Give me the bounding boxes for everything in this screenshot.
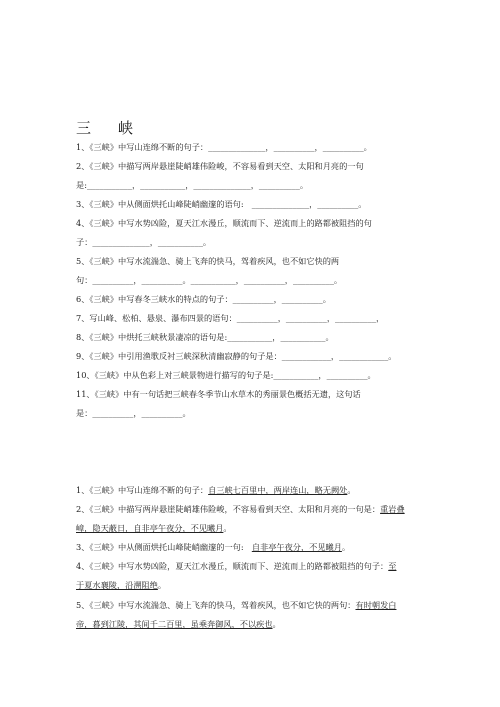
- question-line: 2、《三峡》中描写两岸悬崖陡峭雄伟险峻，不容易看到天空、太阳和月亮的一句: [76, 161, 364, 171]
- question-line: 5、《三峡》中写水流湍急、骑上飞奔的快马，驾着疾风，也不如它快的两: [76, 256, 340, 266]
- question-line: 6、《三峡》中写春冬三峡水的特点的句子：__________，__________。: [76, 294, 331, 304]
- answer-punct: 。: [223, 523, 232, 534]
- answer-line: [76, 596, 436, 615]
- answer-text: 嶂，隐天蔽日，自非亭午夜分，不见曦月: [76, 523, 224, 534]
- answer-punct: 。: [347, 485, 356, 495]
- answer-text: 至: [388, 561, 397, 572]
- answer-text: 于夏水襄陵，沿溯阻绝: [76, 580, 158, 591]
- question-line: 是：__________，__________。: [76, 408, 191, 418]
- answer-line: [76, 538, 436, 557]
- answer-line: [76, 615, 436, 634]
- answer-line: [76, 557, 436, 576]
- answer-prompt: 4、《三峡》中写水势凶险，夏天江水漫丘，顺流而下、逆流而上的路都被阻挡的句子：: [76, 561, 389, 572]
- question-line: 是:___________，___________，______________，__________。: [76, 180, 309, 190]
- answer-prompt: 1、《三峡》中写山连绵不断的句子：: [76, 485, 209, 495]
- answer-text: 有时朝发白: [355, 599, 397, 610]
- answer-line: [76, 481, 436, 500]
- answer-list: [76, 481, 436, 634]
- page-title: 三 峡: [76, 119, 140, 137]
- answer-text: 重岩叠: [380, 504, 405, 515]
- answer-line: [76, 519, 436, 538]
- answer-prompt: 5、《三峡》中写水流湍急、骑上飞奔的快马，驾着疾风，也不如它快的两句：: [76, 599, 356, 610]
- question-line: 3、《三峡》中从侧面烘托山峰陡峭幽邃的语句: ______________，__________。: [76, 199, 367, 209]
- question-line: 9、《三峡》中引用渔歌反衬三峡深秋清幽寂静的句子是：____________，____________。: [76, 351, 397, 361]
- question-line: 8、《三峡》中烘托三峡秋景凄凉的语句是:___________，___________。: [76, 332, 334, 342]
- answer-text: 帝，暮到江陵，其间千二百里，虽乘奔御风，不以疾也: [76, 618, 273, 629]
- question-line: 11、《三峡》中有一句话把三峡春冬季节山水草木的秀丽景色概括无遗，这句话: [76, 389, 361, 399]
- question-line: 10、《三峡》中从色彩上对三峡景物进行描写的句子是:___________，__________。: [76, 370, 376, 380]
- answer-text: 自非亭午夜分，不见曦月: [251, 542, 342, 553]
- question-line: 4、《三峡》中写水势凶险，夏天江水漫丘，顺流而下、逆流而上的路都被阻挡的句: [76, 218, 372, 228]
- question-line: 1、《三峡》中写山连绵不断的句子：______________，__________，__________。: [76, 142, 372, 152]
- answer-punct: 。: [341, 542, 351, 553]
- question-line: 句：__________，__________。___________，__________，__________。: [76, 275, 343, 285]
- question-line: 7、写山峰、松柏、悬泉、瀑布四景的语句：__________，__________，__________，: [76, 313, 385, 323]
- answer-line: [76, 500, 436, 519]
- answer-line: [76, 576, 436, 595]
- answer-text: 自三峡七百里中，两岸连山，略无阙处: [208, 485, 348, 495]
- answer-prompt: 3、《三峡》中从侧面烘托山峰陡峭幽邃的一句:: [76, 542, 252, 553]
- answer-punct: 。: [157, 580, 167, 591]
- question-line: 子：______________，___________。: [76, 237, 212, 247]
- answer-prompt: 2、《三峡》中描写两岸悬崖陡峭雄伟险峻，不容易看到天空、太阳和月亮的一句是：: [76, 504, 381, 515]
- question-list: [76, 138, 436, 423]
- answer-punct: 。: [272, 618, 281, 629]
